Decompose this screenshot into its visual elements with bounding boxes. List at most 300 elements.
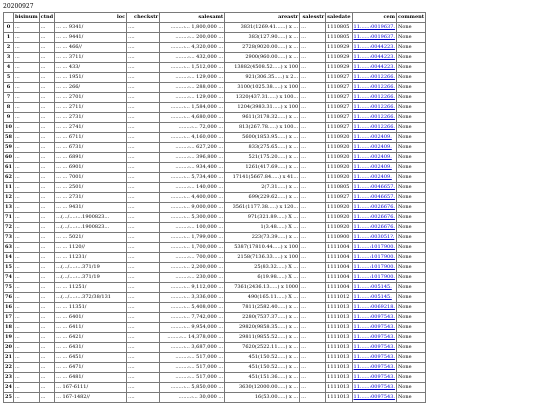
table-cell: 11......:0044223. xyxy=(352,53,396,63)
table-cell: ... ... 9341/ xyxy=(55,23,127,33)
table-row xyxy=(4,73,426,83)
table-cell: 1320(437.31.....) x 100... xyxy=(225,93,300,103)
table-cell: ........:... 700,000 ... xyxy=(160,253,225,263)
row-index: 72 xyxy=(4,223,14,233)
row-index: 21 xyxy=(4,353,14,363)
table-cell: ... xyxy=(39,333,55,343)
table-cell: ... xyxy=(300,133,326,143)
table-cell: None xyxy=(397,163,426,173)
table-cell: None xyxy=(397,63,426,73)
table-cell: ... xyxy=(39,33,55,43)
table-cell: ........:... 5,850,000 ... xyxy=(160,383,225,393)
table-cell: ... xyxy=(14,303,40,313)
table-cell: ........:... 100,000 ... xyxy=(160,223,225,233)
table-cell: ........:... 4,680,000 ... xyxy=(160,113,225,123)
table-cell: 11......:0097543. xyxy=(352,343,396,353)
row-index: 62 xyxy=(4,173,14,183)
table-cell: 1111004 xyxy=(326,263,352,273)
table-cell: 11......:0012266. xyxy=(352,113,396,123)
table-cell: 1110805 xyxy=(326,23,352,33)
table-cell: None xyxy=(397,313,426,323)
column-header: comment xyxy=(397,13,426,23)
table-cell: ... xyxy=(39,313,55,323)
table-cell: .... xyxy=(127,233,160,243)
table-cell: ........:... 5,734,400 ... xyxy=(160,173,225,183)
table-cell: .... xyxy=(127,153,160,163)
table-cell: ........:... 129,000 ... xyxy=(160,93,225,103)
table-cell: ... xyxy=(39,83,55,93)
table-cell: ... xyxy=(300,193,326,203)
table-cell: ... ... 2701/ xyxy=(55,93,127,103)
table-cell: ... xyxy=(300,383,326,393)
table-row xyxy=(4,153,426,163)
table-cell: None xyxy=(397,133,426,143)
table-cell: ... ... 433/ xyxy=(55,63,127,73)
table-cell: 1(3.48.....) X ... xyxy=(225,223,300,233)
table-cell: None xyxy=(397,53,426,63)
table-cell: 1111013 xyxy=(326,313,352,323)
table-body xyxy=(4,23,426,403)
table-cell: ........:... 1,800,000 ... xyxy=(160,23,225,33)
table-cell: .... xyxy=(127,213,160,223)
row-index: 22 xyxy=(4,363,14,373)
table-cell: None xyxy=(397,323,426,333)
table-cell: 1111013 xyxy=(326,383,352,393)
row-index: 76 xyxy=(4,293,14,303)
table-cell: ... xyxy=(300,283,326,293)
table-cell: ... xyxy=(14,323,40,333)
column-header: saledate xyxy=(326,13,352,23)
table-cell: ... ... 6421/ xyxy=(55,333,127,343)
table-cell: ... ... 11251/ xyxy=(55,283,127,293)
row-index: 5 xyxy=(4,73,14,83)
table-cell: 11......:0019637. xyxy=(352,33,396,43)
table-cell: 3561(1177.38.....) x 120... xyxy=(225,203,300,213)
table-cell: .... xyxy=(127,343,160,353)
table-cell: ... ... 6481/ xyxy=(55,373,127,383)
table-cell: ... xyxy=(14,43,40,53)
table-cell: 11......:0026676. xyxy=(352,203,396,213)
table-cell: ... xyxy=(300,263,326,273)
table-cell: ... xyxy=(300,213,326,223)
table-cell: 11......:0046657. xyxy=(352,183,396,193)
table-row xyxy=(4,373,426,383)
row-index: 7 xyxy=(4,93,14,103)
table-cell: None xyxy=(397,333,426,343)
table-cell: 1111004 xyxy=(326,273,352,283)
table-cell: .... xyxy=(127,173,160,183)
table-cell: ... xyxy=(39,63,55,73)
table-cell: 11......:005145. xyxy=(352,283,396,293)
table-row xyxy=(4,353,426,363)
table-cell: .... xyxy=(127,353,160,363)
table-cell: 16(53.00.....) x ... xyxy=(225,393,300,403)
table-cell: .... xyxy=(127,143,160,153)
table-cell: .... xyxy=(127,43,160,53)
table-cell: 11......:0097543. xyxy=(352,353,396,363)
row-index: 58 xyxy=(4,133,14,143)
table-cell: ........:... 288,000 ... xyxy=(160,83,225,93)
table-cell: 7620(2522.11.....) x ... xyxy=(225,343,300,353)
table-cell: 2900(960.00.....) x ... xyxy=(225,53,300,63)
table-cell: 11......:1017900. xyxy=(352,273,396,283)
table-cell: .... xyxy=(127,193,160,203)
table-cell: ...(.../....:...371/19 xyxy=(55,263,127,273)
column-header: cem xyxy=(352,13,396,23)
table-cell: ... xyxy=(300,243,326,253)
table-cell: ... xyxy=(39,43,55,53)
table-cell: 11......:0012266. xyxy=(352,103,396,113)
table-cell: None xyxy=(397,303,426,313)
table-cell: 11......:003051?. xyxy=(352,233,396,243)
table-cell: 11......:002409. xyxy=(352,133,396,143)
table-cell: ........:... 30,000 ... xyxy=(160,393,225,403)
table-cell: ... ... 466// xyxy=(55,43,127,53)
table-cell: 1110920 xyxy=(326,153,352,163)
table-row xyxy=(4,283,426,293)
table-cell: ...(.../....:...371/19 xyxy=(55,273,127,283)
table-cell: .... xyxy=(127,253,160,263)
table-cell: 1111013 xyxy=(326,393,352,403)
table-cell: ........:... 627,200 ... xyxy=(160,143,225,153)
table-cell: ... xyxy=(300,303,326,313)
table-cell: 11......:0012266. xyxy=(352,83,396,93)
table-cell: None xyxy=(397,203,426,213)
row-index: 2 xyxy=(4,43,14,53)
table-cell: None xyxy=(397,343,426,353)
table-cell: ... ... 266/ xyxy=(55,83,127,93)
table-cell: .... xyxy=(127,263,160,273)
table-cell: ... xyxy=(39,273,55,283)
table-cell: ... xyxy=(300,43,326,53)
table-cell: .... xyxy=(127,393,160,403)
table-cell: None xyxy=(397,93,426,103)
table-cell: ........:... 140,000 ... xyxy=(160,183,225,193)
table-row xyxy=(4,93,426,103)
table-cell: 1111013 xyxy=(326,333,352,343)
table-cell: ... xyxy=(300,293,326,303)
row-index: 60 xyxy=(4,153,14,163)
table-cell: None xyxy=(397,43,426,53)
table-cell: ... xyxy=(14,363,40,373)
table-cell: ... ... 6891/ xyxy=(55,153,127,163)
table-cell: ... ... 2741/ xyxy=(55,123,127,133)
table-cell: ... xyxy=(14,203,40,213)
table-cell: ... xyxy=(39,263,55,273)
row-index: 18 xyxy=(4,323,14,333)
table-row xyxy=(4,383,426,393)
table-cell: .... xyxy=(127,163,160,173)
table-cell: 1111004 xyxy=(326,243,352,253)
table-cell: ... xyxy=(39,343,55,353)
table-cell: ... xyxy=(14,33,40,43)
table-cell: 451(151.36.....) x ... xyxy=(225,373,300,383)
table-row xyxy=(4,223,426,233)
row-index: 25 xyxy=(4,393,14,403)
table-cell: ... 167-6111/ xyxy=(55,383,127,393)
table-cell: 5387(17810.44.....) x 100 xyxy=(225,243,300,253)
table-cell: ... xyxy=(14,133,40,143)
table-cell: .... xyxy=(127,133,160,143)
table-cell: ... xyxy=(39,253,55,263)
table-cell: ........:... 5,408,000 ... xyxy=(160,303,225,313)
table-cell: 1110920 xyxy=(326,143,352,153)
row-index: 1 xyxy=(4,33,14,43)
table-row xyxy=(4,333,426,343)
row-index: 16 xyxy=(4,303,14,313)
table-cell: ... xyxy=(300,323,326,333)
table-cell: 1111004 xyxy=(326,283,352,293)
table-cell: 3831(1269.41......) x ... xyxy=(225,23,300,33)
row-index: 71 xyxy=(4,213,14,223)
table-cell: 383(127.90.....) x ... xyxy=(225,33,300,43)
table-cell: .... xyxy=(127,23,160,33)
table-cell: ... xyxy=(14,253,40,263)
table-row xyxy=(4,163,426,173)
table-row xyxy=(4,363,426,373)
table-cell: None xyxy=(397,153,426,163)
row-index: 10 xyxy=(4,123,14,133)
table-cell: ... ... 1951/ xyxy=(55,73,127,83)
table-cell: ... xyxy=(300,223,326,233)
table-cell: ... xyxy=(300,173,326,183)
table-cell: 11......:0097543. xyxy=(352,323,396,333)
table-cell: None xyxy=(397,113,426,123)
table-cell: 11......:0069218. xyxy=(352,303,396,313)
table-cell: ... xyxy=(300,93,326,103)
table-cell: ... xyxy=(300,313,326,323)
table-cell: 2728(9020.00.....) x ... xyxy=(225,43,300,53)
table-cell: 1111013 xyxy=(326,373,352,383)
table-cell: .... xyxy=(127,53,160,63)
table-cell: None xyxy=(397,73,426,83)
table-cell: 11......:0097543. xyxy=(352,383,396,393)
table-cell: 521(175.20.....) x ... xyxy=(225,153,300,163)
table-cell: ... xyxy=(39,23,55,33)
table-cell: None xyxy=(397,263,426,273)
row-index: 74 xyxy=(4,273,14,283)
table-cell: ... ... 9431/ xyxy=(55,203,127,213)
table-cell: ... xyxy=(39,73,55,83)
table-cell: 1110805 xyxy=(326,33,352,43)
table-row xyxy=(4,253,426,263)
table-row xyxy=(4,183,426,193)
table-cell: ........:... 396,800 ... xyxy=(160,153,225,163)
table-row xyxy=(4,173,426,183)
table-cell: ... xyxy=(14,353,40,363)
table-cell: .... xyxy=(127,93,160,103)
table-row xyxy=(4,193,426,203)
table-cell: ... xyxy=(300,253,326,263)
table-cell: ... xyxy=(300,183,326,193)
table-cell: ... xyxy=(39,223,55,233)
table-cell: ........:... 1,700,000 ... xyxy=(160,243,225,253)
table-cell: None xyxy=(397,373,426,383)
table-cell: ... 167-1482// xyxy=(55,393,127,403)
table-cell: 9611(3178.32.....) x ... xyxy=(225,113,300,123)
table-cell: 1110929 xyxy=(326,63,352,73)
table-cell: ... xyxy=(300,153,326,163)
table-cell: 1110920 xyxy=(326,203,352,213)
table-cell: 921(306.35.....) x 2... xyxy=(225,73,300,83)
table-cell: ... xyxy=(300,273,326,283)
table-cell: None xyxy=(397,393,426,403)
table-cell: None xyxy=(397,213,426,223)
table-cell: 1110927 xyxy=(326,113,352,123)
table-cell: ... xyxy=(300,113,326,123)
table-cell: ... xyxy=(14,143,40,153)
table-row xyxy=(4,43,426,53)
table-row xyxy=(4,113,426,123)
table-cell: None xyxy=(397,273,426,283)
table-cell: 11......:0044223. xyxy=(352,63,396,73)
data-table xyxy=(3,12,426,403)
report-date: 20200927 xyxy=(3,3,34,10)
table-cell: 7361(2436.13.....) x 1000 xyxy=(225,283,300,293)
table-cell: ... xyxy=(39,93,55,103)
table-cell: 6(19.98.....) X ... xyxy=(225,273,300,283)
table-cell: None xyxy=(397,363,426,373)
table-cell: 11......:0026676. xyxy=(352,223,396,233)
table-cell: ........:... 14,378,000 ... xyxy=(160,333,225,343)
row-index: 13 xyxy=(4,203,14,213)
table-cell: ........:... 129,000 ... xyxy=(160,73,225,83)
table-cell: ... xyxy=(14,283,40,293)
row-index: 6 xyxy=(4,83,14,93)
row-index: 59 xyxy=(4,143,14,153)
table-cell: 11......:1017900. xyxy=(352,263,396,273)
table-cell: ........:... 4,400,000 ... xyxy=(160,193,225,203)
table-cell: ... xyxy=(14,113,40,123)
table-cell: ........:... 4,160,000 ... xyxy=(160,133,225,143)
table-cell: 971(321.89.....) X ... xyxy=(225,213,300,223)
table-cell: 833(275.65.....) x ... xyxy=(225,143,300,153)
table-cell: ... ... 2731/ xyxy=(55,113,127,123)
column-header: ctnd xyxy=(39,13,55,23)
table-cell: None xyxy=(397,193,426,203)
table-cell: 1111013 xyxy=(326,303,352,313)
table-cell: .... xyxy=(127,273,160,283)
table-cell: .... xyxy=(127,243,160,253)
table-cell: .... xyxy=(127,313,160,323)
table-cell: 11......:0019637. xyxy=(352,23,396,33)
table-cell: ... xyxy=(39,303,55,313)
row-index: 4 xyxy=(4,63,14,73)
table-cell: ... xyxy=(14,373,40,383)
table-cell: 2280(7537.37.....) x ... xyxy=(225,313,300,323)
table-cell: ... xyxy=(39,353,55,363)
row-index: 75 xyxy=(4,283,14,293)
table-cell: ........:... 9,954,000 ... xyxy=(160,323,225,333)
table-cell: ........:... 9,112,000 ... xyxy=(160,283,225,293)
table-cell: ... xyxy=(14,233,40,243)
table-cell: 11......:1017900. xyxy=(352,253,396,263)
row-index: 11 xyxy=(4,183,14,193)
table-cell: ... ... 6431/ xyxy=(55,343,127,353)
table-cell: 11......:002409. xyxy=(352,143,396,153)
table-cell: 1111004 xyxy=(326,253,352,263)
table-cell: 1110920 xyxy=(326,163,352,173)
table-row xyxy=(4,293,426,303)
table-cell: 25(83.32.....) X ... xyxy=(225,263,300,273)
table-cell: ... xyxy=(39,193,55,203)
table-cell: ........:... 517,000 ... xyxy=(160,353,225,363)
table-cell: .... xyxy=(127,223,160,233)
table-cell: ... ... 7001/ xyxy=(55,173,127,183)
table-cell: 2158(7136.33.....) x 100 xyxy=(225,253,300,263)
table-row xyxy=(4,343,426,353)
table-cell: .... xyxy=(127,33,160,43)
table-row xyxy=(4,133,426,143)
table-cell: ... xyxy=(14,103,40,113)
table-cell: ... xyxy=(300,103,326,113)
table-cell: None xyxy=(397,173,426,183)
table-cell: 3100(1025.38.....) x 100 xyxy=(225,83,300,93)
table-cell: ... xyxy=(14,123,40,133)
table-cell: ........:... 934,400 ... xyxy=(160,163,225,173)
table-cell: ... ... 9441/ xyxy=(55,33,127,43)
table-cell: ... ... 5021/ xyxy=(55,233,127,243)
table-cell: 5600(1853.95.....) x ... xyxy=(225,133,300,143)
column-header: bisinum xyxy=(14,13,40,23)
table-cell: 1111013 xyxy=(326,343,352,353)
table-cell: ... ... 6731/ xyxy=(55,143,127,153)
table-cell: .... xyxy=(127,363,160,373)
row-index: 3 xyxy=(4,53,14,63)
table-cell: ... xyxy=(300,143,326,153)
row-index: 61 xyxy=(4,163,14,173)
table-cell: 11......:002409. xyxy=(352,173,396,183)
table-row xyxy=(4,123,426,133)
table-cell: ........:... 200,000 ... xyxy=(160,33,225,43)
table-cell: ... xyxy=(39,293,55,303)
table-cell: ... xyxy=(39,283,55,293)
table-cell: 3630(12000.00.....) x ... xyxy=(225,383,300,393)
table-cell: ... xyxy=(39,183,55,193)
table-cell: None xyxy=(397,83,426,93)
table-cell: None xyxy=(397,103,426,113)
table-row xyxy=(4,103,426,113)
table-cell: ... ... 6901/ xyxy=(55,163,127,173)
table-cell: None xyxy=(397,23,426,33)
table-cell: 1110927 xyxy=(326,93,352,103)
table-cell: 1110805 xyxy=(326,183,352,193)
table-cell: 1110920 xyxy=(326,213,352,223)
row-index: 23 xyxy=(4,373,14,383)
table-cell: ........:... 1,799,000 ... xyxy=(160,233,225,243)
table-cell: 13882(4508.52.....) x 100 xyxy=(225,63,300,73)
table-cell: .... xyxy=(127,63,160,73)
table-cell: ........:... 3,336,000 ... xyxy=(160,293,225,303)
table-cell: ... xyxy=(300,63,326,73)
table-row xyxy=(4,323,426,333)
table-cell: 1111012 xyxy=(326,293,352,303)
table-cell: 11......:002409. xyxy=(352,163,396,173)
column-header: salesstr xyxy=(300,13,326,23)
table-cell: ... xyxy=(300,23,326,33)
table-cell: ... xyxy=(14,213,40,223)
table-cell: ... xyxy=(300,73,326,83)
table-cell: 1110927 xyxy=(326,193,352,203)
row-index: 12 xyxy=(4,193,14,203)
table-cell: 11......:0012266. xyxy=(352,93,396,103)
table-row xyxy=(4,263,426,273)
table-cell: ... ... 1120// xyxy=(55,243,127,253)
table-cell: ... xyxy=(14,93,40,103)
table-cell: 11......:0044223. xyxy=(352,43,396,53)
table-cell: ... ... 6411/ xyxy=(55,323,127,333)
table-cell: ... xyxy=(300,353,326,363)
